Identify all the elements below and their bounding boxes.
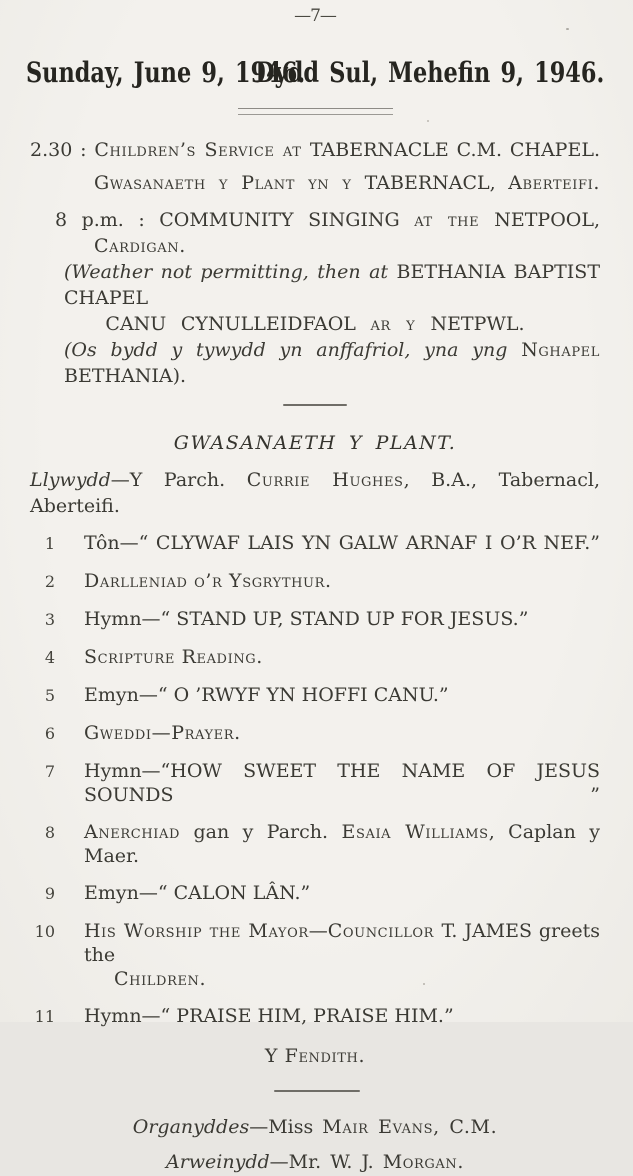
president-line [30,467,600,519]
item-number: 6 [44,724,55,743]
program-item [30,721,600,746]
credit-line-conductor [30,1149,600,1176]
section-divider [283,404,347,406]
item-text [84,607,600,631]
text-segment: Scripture Reading. [84,646,263,668]
event-line-canu [30,311,600,337]
text-segment: Aberteifi. [508,172,601,194]
item-text-continuation [84,967,600,991]
text-segment: His Worship the Mayor [84,920,309,942]
double-rule-divider [238,108,393,115]
item-text [84,531,600,555]
text-segment: —Miss [249,1116,323,1138]
credit-line-organist [30,1114,600,1141]
text-segment: greets the [84,920,600,966]
text-segment: Morgan. [382,1151,465,1173]
program-item [30,820,600,868]
item-text [84,721,600,745]
item-text [84,1004,600,1028]
text-segment: Gweddi—Prayer. [84,722,241,744]
text-segment: Nghapel [521,339,600,361]
item-number: 2 [44,572,55,591]
text-segment: Esaia Williams [341,821,489,843]
date-heading-english: Sunday, June 9, 1946. [26,56,306,89]
text-segment: Organyddes [132,1116,250,1138]
item-text [84,683,600,707]
text-segment: Llywydd [30,469,111,491]
text-segment: NETPOOL, [494,209,601,231]
item-number: 1 [44,534,55,553]
text-segment: TABERNACLE C.M. CHAPEL. [309,139,600,161]
program-item [30,683,600,708]
text-segment: (Os bydd y tywydd yn anffafriol, yna yng [64,339,522,361]
text-segment: Anerchiad [84,821,181,843]
text-segment: gan y Parch. [180,821,342,843]
text-segment: BETHANIA BAPTIST CHAPEL [64,261,600,309]
text-segment: NETPWL. [430,313,525,335]
text-segment: (Weather not permitting, then at [64,261,397,283]
text-segment: Councillor [327,920,442,942]
item-number: 5 [44,686,55,705]
text-segment: T. JAMES [441,920,533,942]
item-text [84,919,600,967]
text-segment: — [308,920,328,942]
text-segment: ar y [370,313,431,335]
program-item [30,1004,600,1029]
date-heading-welsh: Dydd Sul, Mehefin 9, 1946. [254,56,604,89]
text-segment: at the [414,209,495,231]
item-number: 7 [44,762,55,781]
text-segment: Emyn—“ CALON LÂN.” [84,882,311,904]
event-notices [30,137,600,389]
event-line-gwasanaeth [30,170,600,196]
item-number: 9 [44,884,55,903]
item-text [84,569,600,593]
text-segment: Y Fendith. [264,1045,366,1067]
scan-speck [427,120,429,122]
text-segment: CANU CYNULLEIDFAOL [105,313,371,335]
program-item [30,531,600,556]
text-segment: Hymn—“ STAND UP, STAND UP FOR JESUS.” [84,608,529,630]
item-number: 8 [44,823,55,842]
text-segment: Arweinydd [165,1151,270,1173]
scan-speck [566,28,569,30]
text-segment: , B.A., Tabernacl, Aberteifi. [30,469,600,517]
closing-line-benediction [30,1044,600,1068]
program-item [30,569,600,594]
text-segment: Hymn—“ PRAISE HIM, PRAISE HIM.” [84,1005,454,1027]
text-segment: Children’s Service at [94,139,310,161]
item-text [84,759,600,807]
text-segment: BETHANIA). [64,365,187,387]
text-segment: Mair Evans, C.M. [322,1116,498,1138]
text-segment: Tôn—“ CLYWAF LAIS YN GALW ARNAF I O’R NEF.” [84,532,600,554]
text-segment: Children. [114,968,207,990]
scan-speck [423,983,425,985]
event-line-tywydd-note [30,337,600,389]
program-item [30,881,600,906]
text-segment: Cardigan. [94,235,186,257]
text-segment: COMMUNITY SINGING [159,209,415,231]
credits-divider [274,1090,360,1092]
text-segment: Emyn—“ O ’RWYF YN HOFFI CANU.” [84,684,449,706]
item-number: 11 [34,1007,55,1026]
text-segment: Gwasanaeth y Plant yn y [94,172,365,194]
event-line-cardigan [30,233,600,259]
program-item [30,919,600,991]
text-segment: , Caplan y Maer. [84,821,600,867]
programme-list [30,531,600,1029]
item-number: 3 [44,610,55,629]
text-segment: 2.30 : [30,139,95,161]
text-segment: 8 p.m. : [55,209,160,231]
page-number: —7— [294,6,336,26]
item-text [84,881,600,905]
text-segment: —Mr. W. J. [269,1151,383,1173]
program-item [30,607,600,632]
date-heading [26,56,604,92]
text-segment: Currie Hughes [246,469,404,491]
program-item [30,759,600,807]
text-segment: Hymn—“HOW SWEET THE NAME OF JESUS SOUNDS ” [84,760,600,806]
item-number: 4 [44,648,55,667]
text-segment: TABERNACL, [364,172,509,194]
text-segment: Darlleniad o’r Ysgrythur. [84,570,332,592]
text-segment: —Y Parch. [110,469,247,491]
program-item [30,645,600,670]
event-line-children-service [30,137,600,163]
item-number: 10 [34,922,55,941]
section-title: GWASANAETH Y PLANT. [173,432,457,454]
event-line-weather-note [30,259,600,311]
item-text [84,645,600,669]
item-text [84,820,600,868]
event-line-community-singing [30,207,600,233]
